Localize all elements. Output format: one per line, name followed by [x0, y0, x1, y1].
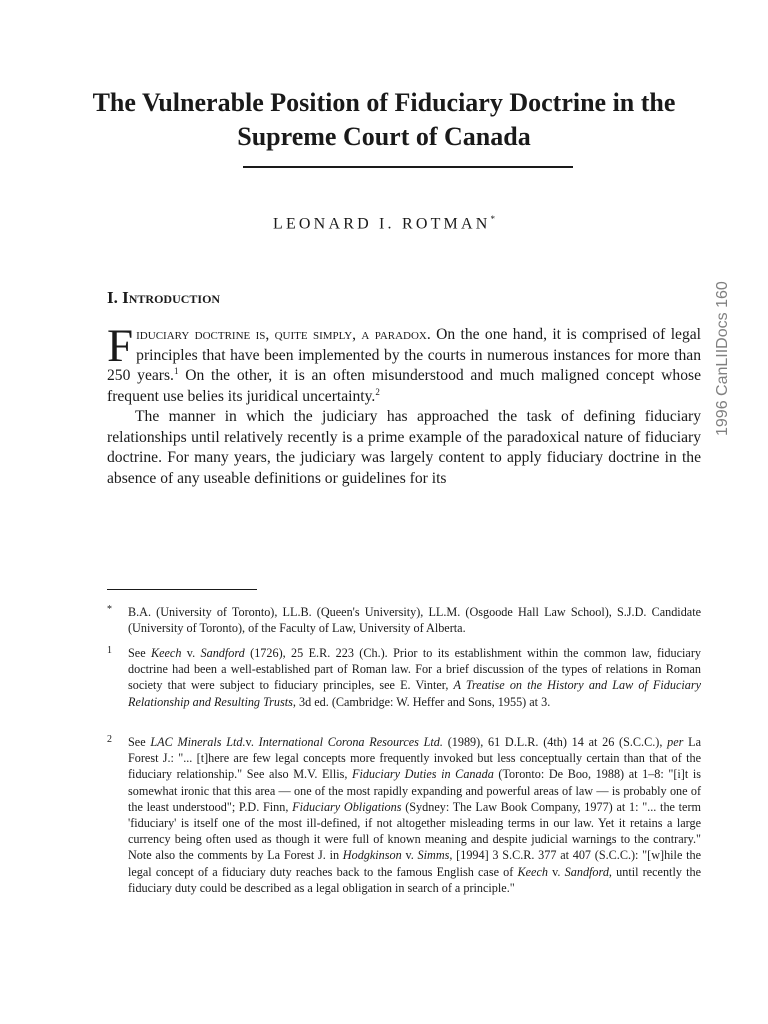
footnote-author — [107, 604, 701, 636]
footnote-1 — [107, 645, 701, 710]
footnote-ref-2: 2 — [375, 386, 380, 397]
footnote-mark: 2 — [107, 734, 112, 745]
footnote-text: See Keech v. Sandford (1726), 25 E.R. 223 (Ch.). Prior to its establishment within the common law, fiduciary doctrine had been a well-established part of Roman law. For a brief discussion of the types of relations in Roman society that were subject to fiduciary principles, see E. Vinter, A Treatise on the History and Law of Fiduciary Relationship and Resulting Trusts, 3d ed. (Cambridge: W. Heffer and Sons, 1955) at 3. — [128, 646, 701, 709]
footnote-mark: 1 — [107, 645, 112, 656]
title-divider — [243, 166, 573, 168]
canlii-sidebar-label: 1996 CanLIIDocs 160 — [714, 281, 731, 436]
paragraph-1-text-b: On the other, it is an often misunderstood and much maligned concept whose frequent use belies its juridical uncertainty. — [107, 367, 701, 405]
paragraph-1-text-a: On the one hand, it is comprised of legal principles that have been implemented by the courts in numerous instances for more than 250 years. — [107, 326, 701, 384]
paragraph-1 — [107, 320, 701, 407]
footnote-ref-1: 1 — [173, 365, 179, 376]
footnote-mark: * — [107, 604, 112, 615]
body-text — [107, 320, 701, 489]
footnote-divider — [107, 589, 257, 590]
article-title: The Vulnerable Position of Fiduciary Doctrine in the Supreme Court of Canada — [92, 88, 676, 151]
drop-cap: F — [107, 320, 134, 372]
author-name: LEONARD I. ROTMAN — [272, 215, 491, 233]
footnote-2 — [107, 734, 701, 896]
paragraph-2: The manner in which the judiciary has approached the task of defining fiduciary relationships until relatively recently is a prime example of the paradoxical nature of fiduciary doctrine. For many years, the judiciary was largely content to apply fiduciary doctrine in the absence of any useable definitions or guidelines for its — [107, 408, 701, 487]
footnote-text: See LAC Minerals Ltd.v. International Corona Resources Ltd. (1989), 61 D.L.R. (4th) 14 at 26 (S.C.C.), per La Forest J.: "... [t]here are few legal concepts more frequently invoked but less conceptually certain than that of the fiduciary relationship." See also M.V. Ellis, Fiduciary Duties in Canada (Toronto: De Boo, 1988) at 1–8: "[i]t is somewhat ironic that this area — one of the most rapidly expanding and powerful areas of law — is probably one of the least understood"; P.D. Finn, Fiduciary Obligations (Sydney: The Law Book Company, 1977) at 1: "... the term 'fiduciary' is itself one of the most ill-defined, if not altogether misleading terms in our law. Yet it retains a large currency being often used as though it were full of known meaning and despite judicial warnings to the contrary." Note also the comments by La Forest J. in Hodgkinson v. Simms, [1994] 3 S.C.R. 377 at 407 (S.C.C.): "[w]hile the legal concept of a fiduciary duty reaches back to the famous English case of Keech v. Sandford, until recently the fiduciary duty could be described as a legal obligation in search of a principle." — [128, 735, 702, 895]
author-line — [80, 214, 688, 233]
author-footnote-mark: * — [490, 214, 495, 224]
lead-in-text: iduciary doctrine is, quite simply, a paradox. — [136, 326, 431, 343]
section-heading: I. Introduction — [107, 288, 221, 307]
footnote-text: B.A. (University of Toronto), LL.B. (Queen's University), LL.M. (Osgoode Hall Law School), S.J.D. Candidate (University of Toronto), of the Faculty of Law, University of Alberta. — [128, 605, 701, 636]
